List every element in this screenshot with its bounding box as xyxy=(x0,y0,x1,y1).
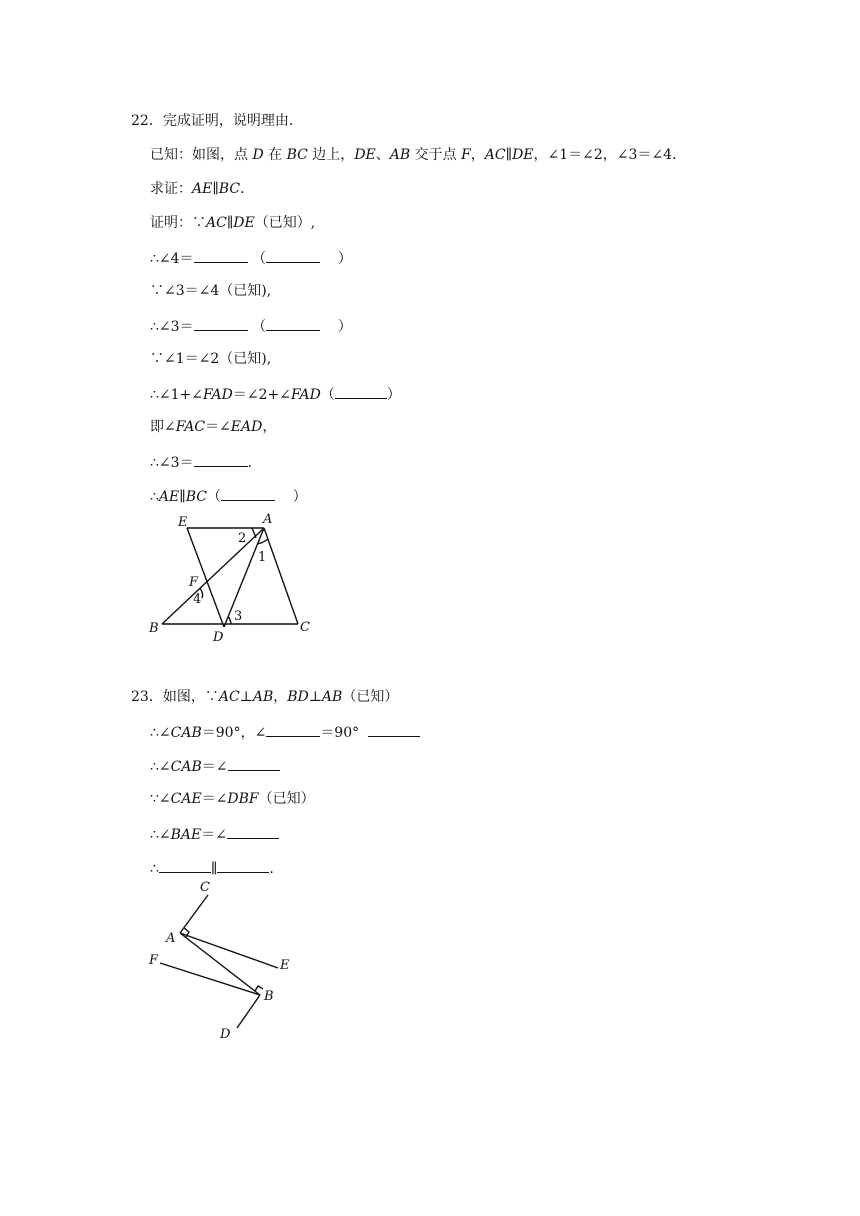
label-4: 4 xyxy=(193,592,202,607)
answer-blank[interactable] xyxy=(194,451,248,467)
segment-bd xyxy=(237,995,260,1028)
label-D: D xyxy=(220,1027,231,1042)
segment-ab xyxy=(162,528,267,624)
q23-figure xyxy=(140,875,310,1045)
label-C: C xyxy=(300,620,310,635)
right-angle-b xyxy=(255,986,263,991)
segment-ae xyxy=(180,933,278,968)
answer-blank[interactable] xyxy=(266,721,320,737)
label-3: 3 xyxy=(234,609,243,624)
q23-line-3: ∵∠CAE＝∠DBF（已知） xyxy=(150,791,315,807)
label-C: C xyxy=(200,880,210,895)
q22-line-6: 即∠FAC＝∠EAD， xyxy=(150,419,277,435)
label-B: B xyxy=(149,621,159,636)
q23-line-2: ∴∠CAB＝∠ xyxy=(150,755,280,777)
q22-line-8: ∴AE∥BC（ ） xyxy=(150,485,307,507)
answer-blank[interactable] xyxy=(194,247,248,263)
answer-blank[interactable] xyxy=(228,755,280,771)
label-E: E xyxy=(178,515,188,530)
segment-ac xyxy=(180,895,208,933)
segment-ab xyxy=(180,933,260,995)
label-F: F xyxy=(149,953,159,968)
label-E: E xyxy=(280,958,290,973)
q22-line-7: ∴∠3＝ . xyxy=(150,451,252,473)
label-F: F xyxy=(189,575,199,590)
q22-line-2: ∵∠3＝∠4（已知), xyxy=(150,283,272,299)
angle-3-arc xyxy=(228,616,231,624)
q22-figure xyxy=(140,510,340,650)
q23-line-1: ∴∠CAB＝90°，∠ ＝90° xyxy=(150,721,420,743)
q22-proof-start: 证明：∵AC∥DE（已知）, xyxy=(150,215,316,231)
reason-blank[interactable] xyxy=(221,485,275,501)
label-2: 2 xyxy=(238,531,247,546)
q23-line-4: ∴∠BAE＝∠ xyxy=(150,823,279,845)
q23-title: 23．如图，∵AC⊥AB，BD⊥AB（已知） xyxy=(131,689,399,705)
answer-blank[interactable] xyxy=(217,857,269,873)
q22-line-1: ∴∠4＝ （ ） xyxy=(150,247,352,269)
label-1: 1 xyxy=(258,550,267,565)
segment-bf xyxy=(160,963,260,995)
q22-given: 已知：如图，点 D 在 BC 边上，DE、AB 交于点 F，AC∥DE，∠1＝∠2，∠3＝∠4． xyxy=(150,147,687,163)
answer-blank[interactable] xyxy=(227,823,279,839)
q22-line-5: ∴∠1+∠FAD＝∠2+∠FAD（ ） xyxy=(150,383,401,405)
label-A: A xyxy=(166,931,176,946)
q22-line-4: ∵∠1＝∠2（已知), xyxy=(150,351,272,367)
reason-blank[interactable] xyxy=(335,383,387,399)
label-A: A xyxy=(263,512,273,527)
label-D: D xyxy=(213,630,224,645)
q22-line-3: ∴∠3＝ （ ） xyxy=(150,315,352,337)
q22-prove: 求证：AE∥BC． xyxy=(150,181,255,197)
reason-blank[interactable] xyxy=(368,721,420,737)
q22-title: 22．完成证明，说明理由． xyxy=(131,113,303,129)
reason-blank[interactable] xyxy=(266,315,320,331)
reason-blank[interactable] xyxy=(266,247,320,263)
label-B: B xyxy=(264,989,274,1004)
q23-line-5: ∴ ∥ . xyxy=(150,857,274,879)
answer-blank[interactable] xyxy=(159,857,211,873)
answer-blank[interactable] xyxy=(194,315,248,331)
segment-ac xyxy=(264,528,298,624)
